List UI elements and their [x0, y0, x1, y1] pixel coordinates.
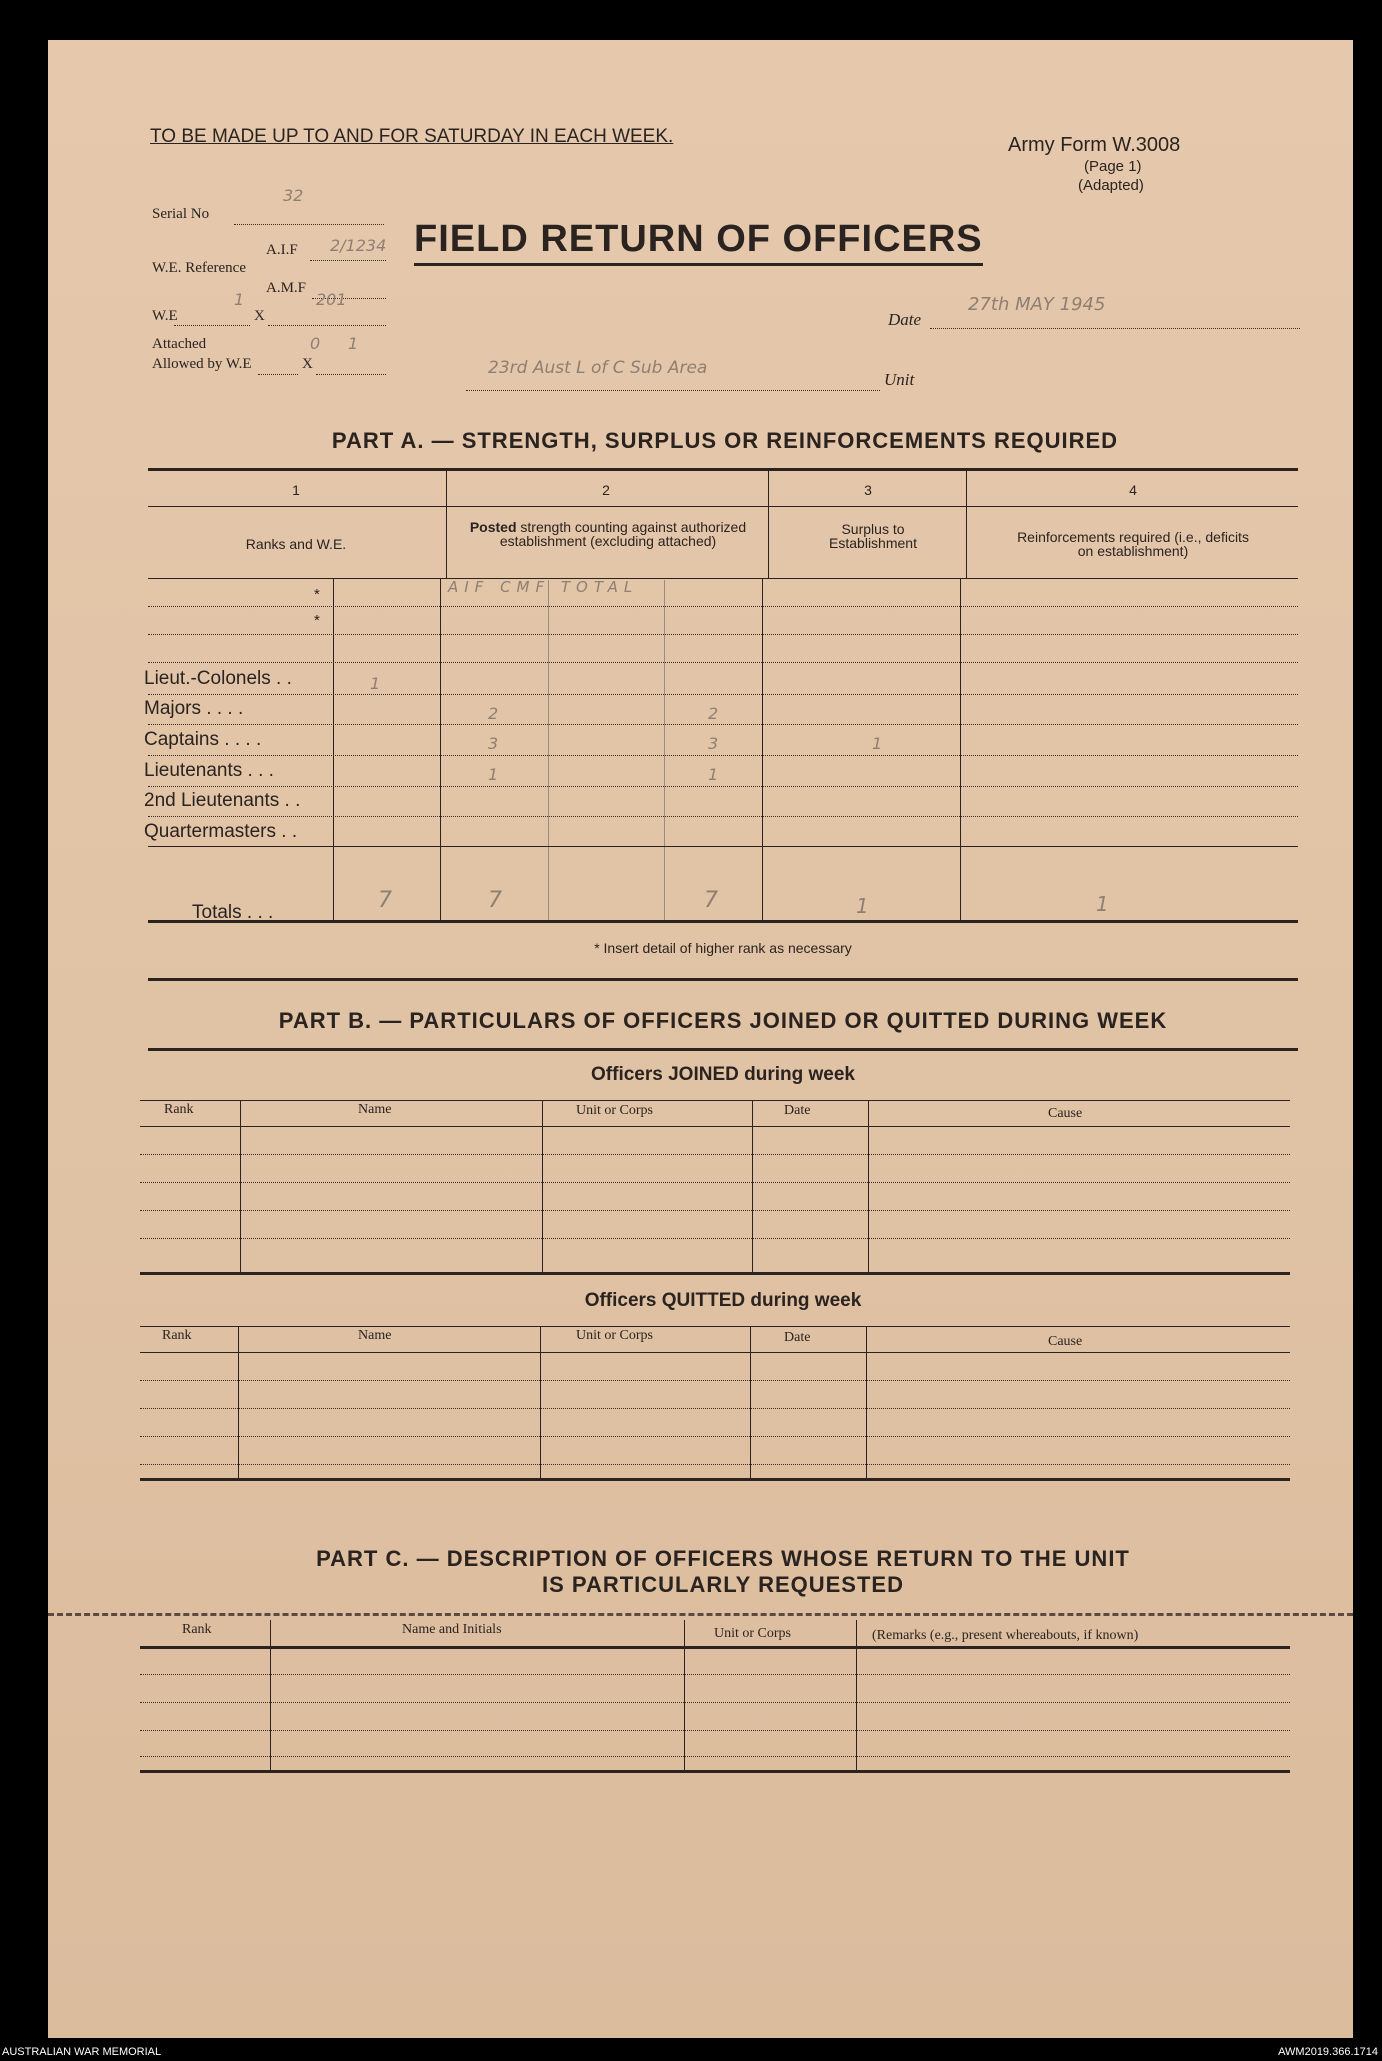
page-number: (Page 1) — [1084, 158, 1142, 175]
allowed-x-label: X — [302, 356, 313, 372]
unit-value: 23rd Aust L of C Sub Area — [488, 358, 708, 378]
quitted-col-unit: Unit or Corps — [576, 1328, 653, 1343]
serial-no-value: 32 — [283, 186, 304, 205]
pencil-divider-b — [664, 580, 665, 920]
joined-col-date: Date — [784, 1103, 811, 1118]
we-reference-label: W.E. Reference — [152, 260, 246, 276]
quitted-col-name: Name — [358, 1328, 392, 1343]
part-c-row-4 — [140, 1756, 1290, 1757]
star-row-2: * — [314, 612, 320, 629]
amf-label: A.M.F — [266, 280, 307, 296]
pencil-divider-a — [548, 580, 549, 920]
total-aif-entry: 7 — [488, 888, 502, 913]
allowed-line — [258, 374, 298, 375]
joined-title: Officers JOINED during week — [591, 1064, 855, 1085]
joined-div-2 — [542, 1100, 543, 1274]
col-divider-1 — [446, 468, 447, 578]
quitted-row-4 — [140, 1464, 1290, 1465]
quitted-col-rank: Rank — [162, 1328, 192, 1343]
col-divider-3 — [966, 468, 967, 578]
part-c-row-1 — [140, 1674, 1290, 1675]
col-header-surplus: Surplus to Establishment — [829, 521, 917, 551]
row-line-quartermasters — [148, 846, 1298, 847]
col-number-4: 4 — [1129, 482, 1137, 498]
credit-left: AUSTRALIAN WAR MEMORIAL — [2, 2046, 162, 2058]
part-a-title: PART A. — STRENGTH, SURPLUS OR REINFORCEMENTS REQUIRED — [331, 428, 1119, 453]
lieutenants-posted-entry: 1 — [488, 765, 499, 784]
we-x-label: X — [254, 308, 265, 324]
col-header-ranks: Ranks and W.E. — [245, 536, 347, 552]
date-label: Date — [888, 310, 922, 329]
unit-label: Unit — [884, 370, 915, 389]
we-value: 1 — [234, 290, 245, 309]
col-header-posted-bold: Posted — [469, 519, 517, 535]
form-title: FIELD RETURN OF OFFICERS — [414, 218, 983, 266]
part-c-div-3 — [856, 1620, 857, 1772]
quitted-header-rule — [140, 1352, 1290, 1353]
part-c-header-rule — [140, 1646, 1290, 1649]
col-number-3: 3 — [864, 482, 872, 498]
date-value: 27th MAY 1945 — [968, 294, 1106, 315]
body-divider-2 — [762, 578, 763, 920]
attached-value-2: 1 — [348, 334, 359, 353]
attached-value-1: 0 — [310, 334, 321, 353]
part-c-title-line1: PART C. — DESCRIPTION OF OFFICERS WHOSE RETURN TO THE UNIT — [316, 1546, 1130, 1571]
part-c-row-3 — [140, 1730, 1290, 1731]
rank-captains: Captains . . . . — [144, 729, 262, 750]
quitted-div-4 — [866, 1326, 867, 1478]
joined-col-rank: Rank — [164, 1102, 194, 1117]
part-a-close-rule — [148, 978, 1298, 981]
part-c-div-2 — [684, 1620, 685, 1772]
quitted-row-2 — [140, 1408, 1290, 1409]
captains-total-entry: 3 — [708, 734, 719, 753]
col-number-2: 2 — [602, 482, 610, 498]
quitted-top-rule — [140, 1326, 1290, 1327]
part-c-col-remarks: (Remarks (e.g., present whereabouts, if known) — [872, 1628, 1139, 1643]
joined-col-name: Name — [358, 1102, 392, 1117]
row-line-majors — [148, 724, 1298, 725]
serial-no-label: Serial No — [152, 206, 210, 222]
joined-top-rule — [140, 1100, 1290, 1101]
we-line — [174, 325, 250, 326]
we-x-value: 201 — [316, 290, 347, 309]
totals-label: Totals . . . — [192, 902, 274, 923]
part-c-div-1 — [270, 1620, 271, 1772]
total-total-entry: 7 — [704, 888, 718, 913]
we-x-line — [268, 325, 386, 326]
aif-line — [310, 260, 386, 261]
quitted-bottom-rule — [140, 1478, 1290, 1481]
row-line-2nd-lieutenants — [148, 816, 1298, 817]
joined-col-cause: Cause — [1048, 1106, 1083, 1121]
joined-div-4 — [868, 1100, 869, 1274]
lieutenants-total-entry: 1 — [708, 765, 719, 784]
captains-posted-entry: 3 — [488, 734, 499, 753]
body-divider-we — [333, 578, 334, 920]
form-sheet — [48, 40, 1353, 2038]
joined-div-1 — [240, 1100, 241, 1274]
col-header-posted — [468, 520, 748, 548]
part-c-row-2 — [140, 1702, 1290, 1703]
part-a-bottom-rule — [148, 920, 1298, 923]
unit-line — [466, 390, 880, 391]
part-a-footnote: * Insert detail of higher rank as necessary — [594, 940, 852, 956]
row-line-star1 — [148, 606, 1298, 607]
part-c-title-line2: IS PARTICULARLY REQUESTED — [542, 1572, 904, 1597]
part-c-col-unit: Unit or Corps — [714, 1626, 791, 1641]
quitted-row-1 — [140, 1380, 1290, 1381]
part-b-top-rule — [148, 1048, 1298, 1051]
rank-majors: Majors . . . . — [144, 698, 244, 719]
col-divider-2 — [768, 468, 769, 578]
majors-total-entry: 2 — [708, 704, 719, 723]
aif-value: 2/1234 — [330, 236, 387, 255]
row-line-blank — [148, 662, 1298, 663]
total-reinf-entry: 1 — [1096, 892, 1109, 916]
attached-label: Attached — [152, 336, 207, 352]
joined-div-3 — [752, 1100, 753, 1274]
army-form-number: Army Form W.3008 — [1008, 134, 1181, 156]
quitted-div-2 — [540, 1326, 541, 1478]
credit-right: AWM2019.366.1714 — [1278, 2046, 1378, 2058]
ltcol-we-entry: 1 — [370, 674, 381, 693]
captains-surplus-entry: 1 — [872, 734, 883, 753]
quitted-col-cause: Cause — [1048, 1334, 1083, 1349]
joined-bottom-rule — [140, 1272, 1290, 1275]
joined-row-1 — [140, 1154, 1290, 1155]
col-header-posted-rest: strength counting against authorized establishment (excluding attached) — [499, 519, 747, 549]
allowed-x-line — [316, 374, 386, 375]
serial-no-line — [234, 224, 384, 225]
col-header-reinforcements: Reinforcements required (i.e., deficits on establishment) — [1017, 529, 1249, 559]
col-number-rule — [148, 506, 1298, 507]
row-line-lieutenants — [148, 786, 1298, 787]
rank-lieut-colonels: Lieut.-Colonels . . — [144, 668, 292, 689]
row-line-star2 — [148, 634, 1298, 635]
majors-posted-entry: 2 — [488, 704, 499, 723]
quitted-title: Officers QUITTED during week — [584, 1290, 862, 1311]
row-line-ltcol — [148, 694, 1298, 695]
part-c-col-name: Name and Initials — [402, 1622, 502, 1637]
aif-label: A.I.F — [266, 242, 298, 258]
col2-subheads: AIF CMF TOTAL — [448, 578, 639, 596]
adapted-label: (Adapted) — [1078, 177, 1144, 194]
instruction-line: TO BE MADE UP TO AND FOR SATURDAY IN EACH WEEK. — [150, 126, 674, 147]
rank-2nd-lieutenants: 2nd Lieutenants . . — [144, 790, 301, 811]
joined-row-3 — [140, 1210, 1290, 1211]
allowed-label: Allowed by W.E — [152, 356, 252, 372]
we-label: W.E — [152, 308, 178, 324]
joined-row-4 — [140, 1238, 1290, 1239]
joined-col-unit: Unit or Corps — [576, 1103, 653, 1118]
part-a-header-rule — [148, 578, 1298, 579]
rank-lieutenants: Lieutenants . . . — [144, 760, 274, 781]
joined-header-rule — [140, 1126, 1290, 1127]
part-c-col-rank: Rank — [182, 1622, 212, 1637]
perforation-line — [48, 1613, 1353, 1616]
col-number-1: 1 — [292, 482, 300, 498]
quitted-div-1 — [238, 1326, 239, 1478]
quitted-div-3 — [750, 1326, 751, 1478]
body-divider-3 — [960, 578, 961, 920]
quitted-col-date: Date — [784, 1330, 811, 1345]
date-line — [930, 328, 1300, 329]
total-we-entry: 7 — [378, 888, 392, 913]
body-divider-1 — [440, 578, 441, 920]
star-row-1: * — [314, 586, 320, 603]
rank-quartermasters: Quartermasters . . — [144, 821, 298, 842]
part-a-top-rule — [148, 468, 1298, 471]
joined-row-2 — [140, 1182, 1290, 1183]
quitted-row-3 — [140, 1436, 1290, 1437]
part-c-bottom-rule — [140, 1770, 1290, 1773]
part-b-title: PART B. — PARTICULARS OF OFFICERS JOINED OR QUITTED DURING WEEK — [278, 1008, 1168, 1033]
total-surplus-entry: 1 — [856, 894, 869, 918]
row-line-captains — [148, 755, 1298, 756]
